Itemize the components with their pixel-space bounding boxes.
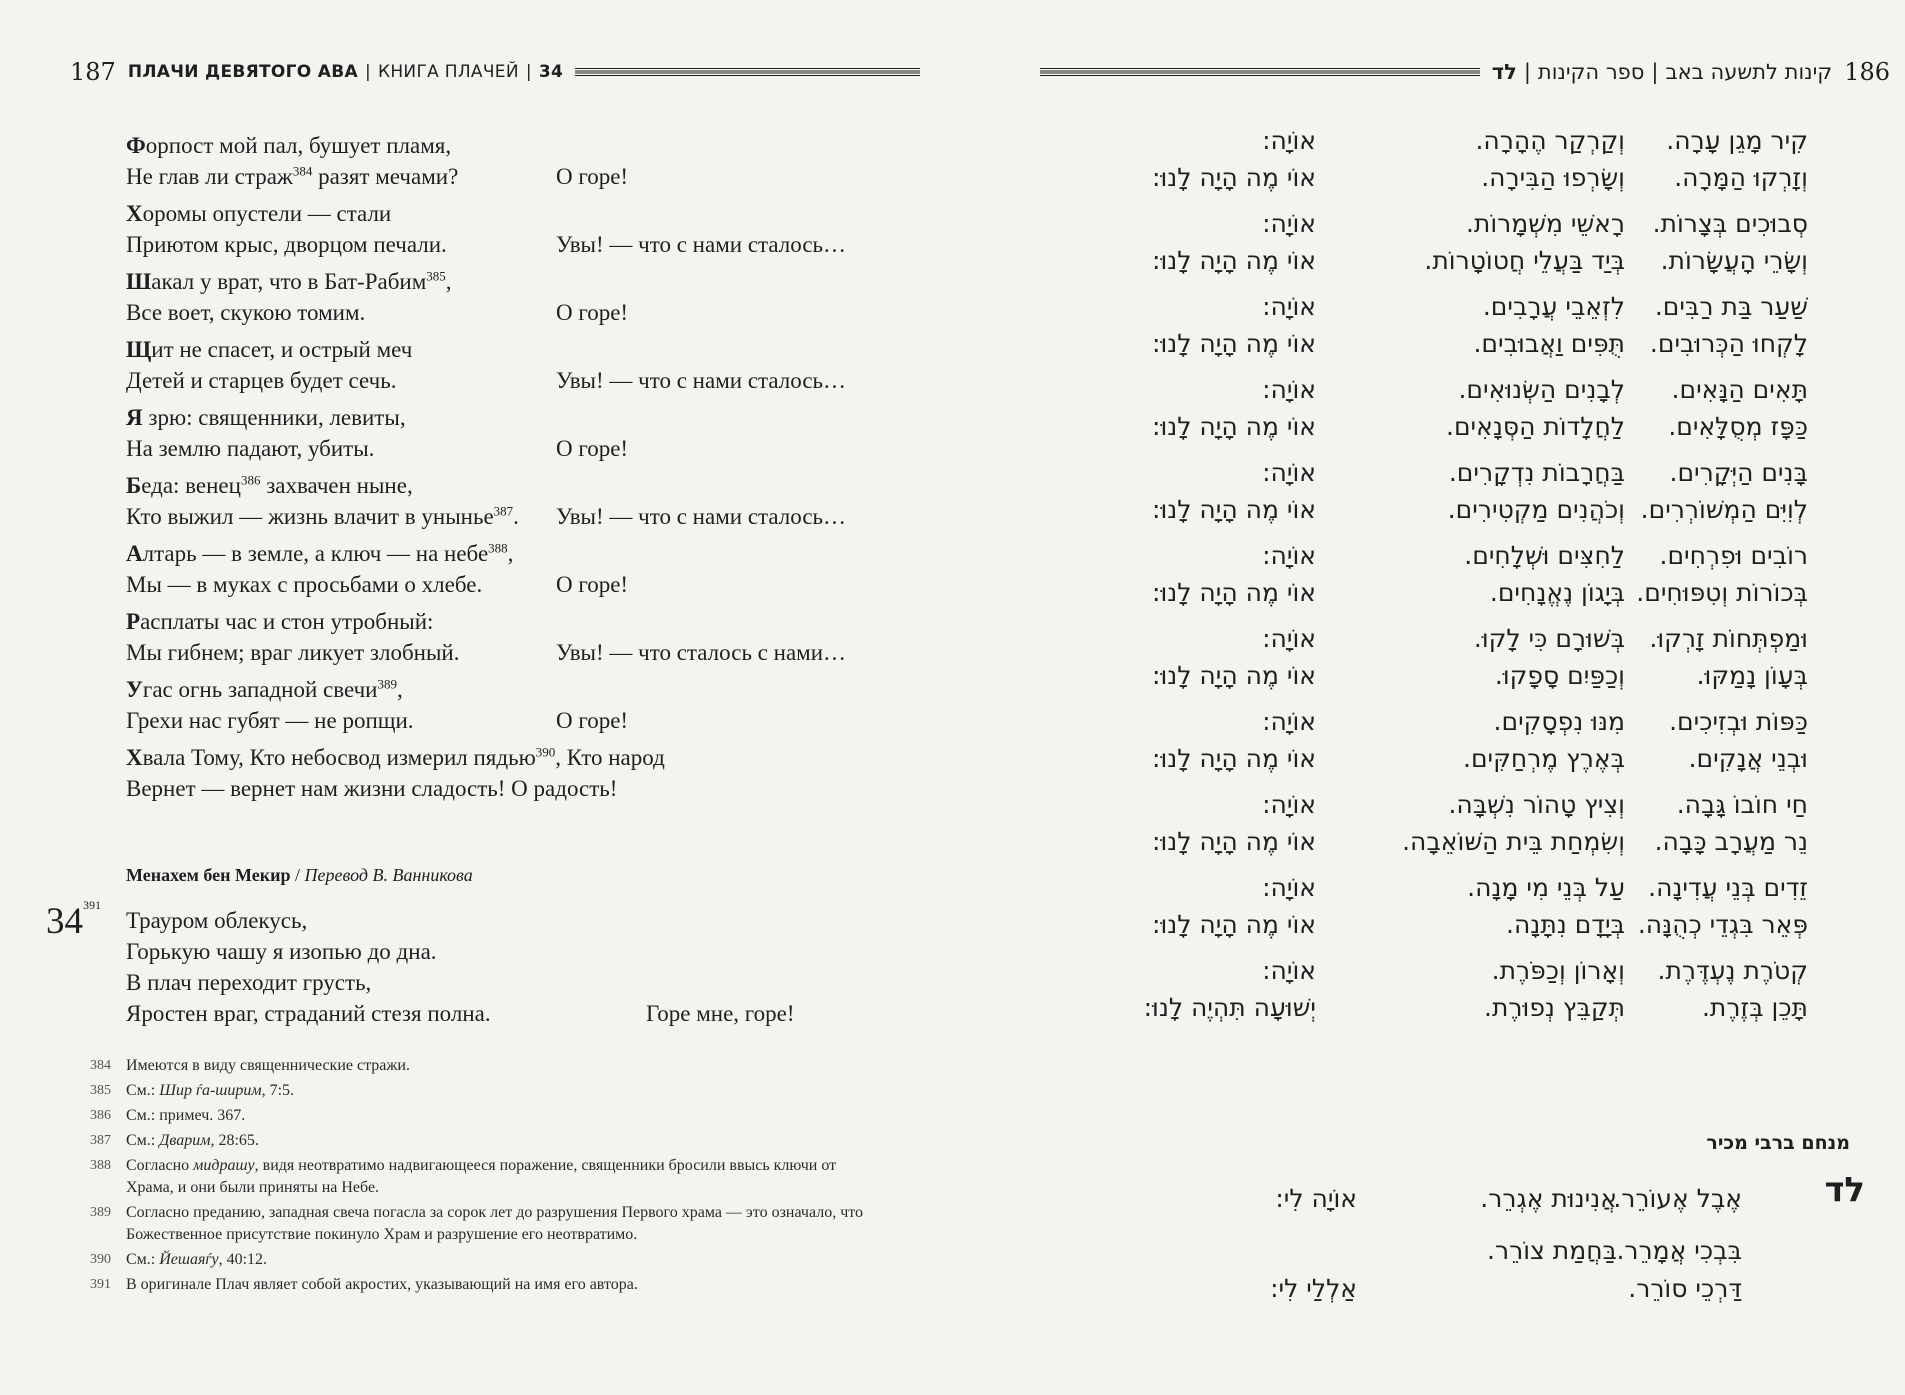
line-text: Детей и старцев будет сечь. xyxy=(126,368,397,393)
hebrew-refrain: אוֹי מֶה הָיָה לָנוּ: xyxy=(1152,910,1316,939)
line-text: Приютом крыс, дворцом печали. xyxy=(126,232,447,257)
line-text: Кто выжил — жизнь влачит в унынье xyxy=(126,504,494,529)
hebrew-poem xyxy=(1118,122,1808,1035)
poem-line xyxy=(126,967,846,998)
hebrew-refrain: אוֹיָה: xyxy=(1262,707,1316,736)
hemistich-a: לְוִיִּם הַמְשׁוֹרְרִים. xyxy=(1640,495,1808,524)
hemistich-b: תְּקַבֵּץ נְפוּרֶת. xyxy=(1484,993,1625,1022)
line-text-after: разят мечами? xyxy=(312,164,459,189)
line-text: На землю падают, убиты. xyxy=(126,436,375,461)
poem-line xyxy=(126,705,906,736)
hebrew-line xyxy=(1118,574,1808,611)
hemistich-b: וְקַרְקַר הֶהָרָה. xyxy=(1475,126,1625,155)
refrain: О горе! xyxy=(556,708,629,733)
hebrew-line xyxy=(1118,454,1808,491)
poem-line xyxy=(126,198,906,229)
hebrew-lament-number: לד xyxy=(1824,1170,1865,1210)
line-text: Грехи нас губят — не ропщи. xyxy=(126,708,414,733)
footnote-text xyxy=(126,1055,880,1077)
line-text: асплаты час и стон утробный: xyxy=(140,609,434,634)
hebrew-stanza xyxy=(1118,703,1808,777)
hebrew-line xyxy=(1118,740,1808,777)
hebrew-line xyxy=(1118,159,1808,196)
lament34-hebrew-poem xyxy=(1232,1180,1742,1308)
hemistich-b: לְבָנִים הַשְּׂנוּאִים. xyxy=(1458,375,1625,404)
hebrew-stanza xyxy=(1118,620,1808,694)
poem-line xyxy=(126,905,846,936)
hemistich-a: קִיר מָגֵן עָרָה. xyxy=(1666,126,1808,155)
hemistich-a: רוֹבִים וּפִרְחִים. xyxy=(1659,541,1808,570)
footnote-number: 390 xyxy=(90,1252,111,1267)
footnote-text xyxy=(126,1130,880,1152)
hebrew-line xyxy=(1118,122,1808,159)
poem-line xyxy=(126,161,906,192)
line-text-after: захвачен ныне, xyxy=(260,473,413,498)
footnote-text-italic: Дварим xyxy=(159,1132,211,1149)
hemistich-b: וְכֹהֲנִים מַקְטִירִים. xyxy=(1447,495,1625,524)
footnote-text xyxy=(126,1274,880,1296)
footnote-text-pre: См.: xyxy=(126,1082,160,1099)
footnote xyxy=(90,1130,880,1152)
refrain: О горе! xyxy=(556,572,629,597)
hemistich-b: לַחִצִּים וּשְׁלָחִים. xyxy=(1464,541,1625,570)
hemistich-b: וְכַפַּיִם סָפָקוּ. xyxy=(1494,661,1625,690)
hebrew-refrain: אוֹיָה לִי: xyxy=(1275,1184,1357,1213)
hebrew-line xyxy=(1118,657,1808,694)
russian-poem xyxy=(126,130,906,810)
hebrew-refrain: אוֹי מֶה הָיָה לָנוּ: xyxy=(1152,495,1316,524)
hemistich-b: תֻּפִּים וַאֲבוּבִים. xyxy=(1473,329,1625,358)
left-header-book: КНИГА ПЛАЧЕЙ xyxy=(377,62,519,82)
hebrew-line xyxy=(1118,537,1808,574)
refrain: Увы! — что с нами сталось… xyxy=(556,232,847,257)
right-header-lament-number: לד xyxy=(1491,60,1517,84)
initial-letter: У xyxy=(126,677,143,702)
line-text: Все воет, скукою томим. xyxy=(126,300,366,325)
poem-line xyxy=(126,433,906,464)
footnote-text xyxy=(126,1155,880,1199)
hemistich-a: חַי חוֹבוֹ גָּבָה. xyxy=(1676,790,1808,819)
line-text: еда: венец xyxy=(141,473,241,498)
line-text: вала Тому, Кто небосвод измерил пядью xyxy=(142,745,536,770)
hemistich-a: אֶבֶל אֶעוֹרֵר. xyxy=(1613,1184,1742,1213)
poem-line xyxy=(126,266,906,297)
hebrew-author: מנחם ברבי מכיר xyxy=(1706,1132,1850,1154)
hebrew-refrain: אוֹי מֶה הָיָה לָנוּ: xyxy=(1152,163,1316,192)
footnote-number: 388 xyxy=(90,1158,111,1173)
right-running-title: קינות לתשעה באב|ספר הקינות|לד xyxy=(1491,60,1833,84)
stanza xyxy=(126,198,906,260)
line-text: В плач переходит грусть, xyxy=(126,970,372,995)
hemistich-b: בְּאֶרֶץ מֶרְחַקִּים. xyxy=(1463,744,1625,773)
footnote-number: 386 xyxy=(90,1108,111,1123)
stanza xyxy=(126,674,906,736)
hebrew-stanza xyxy=(1118,288,1808,362)
poem-line xyxy=(126,538,906,569)
right-running-header xyxy=(1040,52,1890,92)
footnote-ref: 388 xyxy=(488,540,508,556)
hemistich-a: וּמַפְתְּחוֹת זָרְקוּ. xyxy=(1649,624,1808,653)
right-header-book: ספר הקינות xyxy=(1537,60,1645,84)
footnote-ref: 389 xyxy=(377,676,397,692)
line-text: Яростен враг, страданий стезя полна. xyxy=(126,1001,491,1026)
right-header-title: קינות לתשעה באב xyxy=(1665,60,1833,84)
hemistich-a: בִּבְכִי אֲמָרֵר. xyxy=(1616,1236,1742,1265)
poem-line xyxy=(126,773,906,804)
hemistich-a: שַׁעַר בַּת רַבִּים. xyxy=(1654,292,1808,321)
hemistich-b: וְאָרוֹן וְכַפֹּרֶת. xyxy=(1491,956,1625,985)
hebrew-refrain: אוֹיָה: xyxy=(1262,624,1316,653)
footnote-number: 385 xyxy=(90,1083,111,1098)
footnote-text xyxy=(126,1080,880,1102)
hemistich-a: וְשָׂרֵי הָעֲשָׂרוֹת. xyxy=(1660,246,1808,275)
poem-line xyxy=(126,130,906,161)
poem-line xyxy=(126,606,906,637)
hemistich-a: נֵר מַעֲרָב כָּבָה. xyxy=(1654,827,1808,856)
footnote xyxy=(90,1202,880,1246)
hemistich-a: לָקְחוּ הַכְּרוּבִים. xyxy=(1649,329,1808,358)
line-text: Вернет — вернет нам жизни сладость! О радость! xyxy=(126,776,618,801)
hemistich-b: אֲנִינוּת אֶגְרֵר. xyxy=(1480,1184,1617,1213)
hebrew-refrain: אוֹי מֶה הָיָה לָנוּ: xyxy=(1152,246,1316,275)
hebrew-line xyxy=(1118,989,1808,1026)
translator: Перевод В. Ванникова xyxy=(304,865,473,885)
hebrew-line xyxy=(1118,620,1808,657)
hemistich-a: קְטֹרֶת נֶעְדֶּרֶת. xyxy=(1657,956,1808,985)
hemistich-b: לַחֲלָדוֹת הַסְּנָאִים. xyxy=(1446,412,1625,441)
footnote-ref: 387 xyxy=(493,503,514,519)
refrain: О горе! xyxy=(556,300,629,325)
hebrew-refrain: אוֹיָה: xyxy=(1262,209,1316,238)
line-text: орпост мой пал, бушует пламя, xyxy=(145,133,452,158)
footnote-text xyxy=(126,1249,880,1271)
hebrew-stanza xyxy=(1118,122,1808,196)
hebrew-line xyxy=(1118,205,1808,242)
poem-line xyxy=(126,998,846,1029)
initial-letter: Х xyxy=(126,745,143,770)
line-text: Мы — в муках с просьбами о хлебе. xyxy=(126,572,483,597)
hebrew-refrain: אוֹי מֶה הָיָה לָנוּ: xyxy=(1152,827,1316,856)
hebrew-refrain: אוֹיָה: xyxy=(1262,458,1316,487)
line-text-after: , xyxy=(397,677,403,702)
header-rule xyxy=(1040,68,1480,77)
line-text: ит не спасет, и острый меч xyxy=(151,337,413,362)
footnote-text-post: , 7:5. xyxy=(261,1082,295,1099)
hebrew-line xyxy=(1118,823,1808,860)
footnote xyxy=(90,1080,880,1102)
hebrew-line xyxy=(1118,906,1808,943)
stanza xyxy=(126,538,906,600)
footnotes xyxy=(90,1055,880,1299)
initial-letter: Я xyxy=(126,405,143,430)
hebrew-stanza xyxy=(1118,869,1808,943)
hebrew-line xyxy=(1118,408,1808,445)
hebrew-refrain: אוֹי מֶה הָיָה לָנוּ: xyxy=(1152,661,1316,690)
poem-line xyxy=(126,229,906,260)
poem-line xyxy=(126,470,906,501)
footnote xyxy=(90,1274,880,1296)
hebrew-refrain: אַלְלַי לִי: xyxy=(1270,1274,1357,1303)
hebrew-line xyxy=(1118,491,1808,528)
footnote-ref: 384 xyxy=(292,163,313,179)
line-text: оромы опустели — стали xyxy=(142,201,392,226)
footnote xyxy=(90,1249,880,1271)
refrain: Увы! — что сталось с нами… xyxy=(556,640,847,665)
hebrew-refrain: אוֹיָה: xyxy=(1262,956,1316,985)
line-text-after: , Кто народ xyxy=(555,745,665,770)
footnote-number: 384 xyxy=(90,1058,111,1073)
poem-line xyxy=(126,297,906,328)
initial-letter: Ш xyxy=(126,269,152,294)
hemistich-b: מִנּוּ נִפְסָקִים. xyxy=(1493,707,1625,736)
footnote xyxy=(90,1105,880,1127)
line-text-after: , xyxy=(507,541,514,566)
hebrew-line xyxy=(1118,869,1808,906)
hebrew-refrain: אוֹי מֶה הָיָה לָנוּ: xyxy=(1152,329,1316,358)
hebrew-refrain: אוֹיָה: xyxy=(1262,790,1316,819)
stanza xyxy=(126,266,906,328)
footnote xyxy=(90,1055,880,1077)
hebrew-stanza xyxy=(1118,537,1808,611)
left-header-lament-number: 34 xyxy=(538,62,564,82)
hebrew-stanza xyxy=(1118,371,1808,445)
footnote-text-pre: Имеются в виду священнические стражи. xyxy=(126,1057,410,1074)
line-text-after: . xyxy=(513,504,519,529)
hebrew-line xyxy=(1232,1180,1742,1218)
poem-line xyxy=(126,936,846,967)
hebrew-stanza xyxy=(1118,952,1808,1026)
left-page-number: 187 xyxy=(70,58,116,86)
line-text: акал у врат, что в Бат-Рабим xyxy=(151,269,427,294)
line-text: Трауром облекусь, xyxy=(126,908,308,933)
hemistich-a: בְּעָוֹן נָמַקּוּ. xyxy=(1696,661,1808,690)
hebrew-refrain: אוֹי מֶה הָיָה לָנוּ: xyxy=(1152,578,1316,607)
footnote-text xyxy=(126,1202,880,1246)
hebrew-refrain: אוֹיָה: xyxy=(1262,873,1316,902)
refrain: О горе! xyxy=(556,436,629,461)
hemistich-b: בְּיַד בַּעֲלֵי חֲטוֹטָרוֹת. xyxy=(1424,246,1625,275)
author-line: Менахем бен Мекир / Перевод В. Ванникова xyxy=(126,865,473,885)
hebrew-line xyxy=(1118,703,1808,740)
footnote-ref: 385 xyxy=(426,268,446,284)
poem-line xyxy=(126,365,906,396)
hebrew-line xyxy=(1118,371,1808,408)
hebrew-line xyxy=(1232,1232,1742,1270)
lament34-russian-poem xyxy=(126,905,846,1029)
hemistich-b: בְּיָגוֹן נֶאֱנָחִים. xyxy=(1489,578,1625,607)
line-gap xyxy=(1232,1218,1742,1232)
hemistich-a: בָּנִים הַיְּקָרִים. xyxy=(1669,458,1808,487)
hebrew-line xyxy=(1118,952,1808,989)
hemistich-b: בַּחֲרָבוֹת נִדְקָרִים. xyxy=(1448,458,1625,487)
hebrew-refrain: אוֹי מֶה הָיָה לָנוּ: xyxy=(1152,412,1316,441)
hemistich-a: דַּרְכֵי סוֹרֵר. xyxy=(1628,1274,1742,1303)
hebrew-refrain: אוֹיָה: xyxy=(1262,126,1316,155)
footnote-ref: 390 xyxy=(535,744,556,760)
hemistich-b: וְשָׂרְפוּ הַבִּירָה. xyxy=(1481,163,1625,192)
stanza xyxy=(126,130,906,192)
poem-line xyxy=(126,674,906,705)
initial-letter: Щ xyxy=(126,337,152,362)
line-text: гас огнь западной свечи xyxy=(142,677,378,702)
right-page-number: 186 xyxy=(1844,58,1890,86)
refrain: О горе! xyxy=(556,164,629,189)
hemistich-a: בְּכוֹרוֹת וְטִפּוּחִים. xyxy=(1636,578,1808,607)
author-name: Менахем бен Мекир xyxy=(126,865,291,885)
hebrew-stanza xyxy=(1118,786,1808,860)
hemistich-a: פְּאֵר בִּגְדֵי כְהֻנָּה. xyxy=(1637,910,1808,939)
refrain: Горе мне, горе! xyxy=(646,1001,795,1026)
footnote-text-post: , 28:65. xyxy=(210,1132,259,1149)
hebrew-line xyxy=(1232,1270,1742,1308)
left-running-title: ПЛАЧИ ДЕВЯТОГО АВА | КНИГА ПЛАЧЕЙ | 34 xyxy=(127,62,564,82)
line-text: Не глав ли страж xyxy=(126,164,293,189)
poem-line xyxy=(126,742,906,773)
poem-line xyxy=(126,501,906,532)
footnote-number: 387 xyxy=(90,1133,111,1148)
hebrew-line xyxy=(1118,786,1808,823)
hebrew-refrain: אוֹי מֶה הָיָה לָנוּ: xyxy=(1152,744,1316,773)
footnote-text-pre: См.: xyxy=(126,1251,160,1268)
refrain: Увы! — что с нами сталось… xyxy=(556,368,847,393)
poem-line xyxy=(126,569,906,600)
footnote-text-post: , видя неотвратимо надвигающееся поражение, священники бросили ввысь ключи от Храма, и они были приняты на Небе. xyxy=(126,1157,837,1196)
line-text: Мы гибнем; враг ликует злобный. xyxy=(126,640,460,665)
hemistich-b: בַּחֲמַת צוֹרֵר. xyxy=(1487,1236,1617,1265)
line-text: зрю: священники, левиты, xyxy=(142,405,406,430)
initial-letter: Х xyxy=(126,201,143,226)
hemistich-a: זֵדִים בְּנֵי עֲדִינָה. xyxy=(1648,873,1808,902)
hebrew-line xyxy=(1118,288,1808,325)
poem-line xyxy=(126,402,906,433)
initial-letter: Р xyxy=(126,609,141,634)
stanza xyxy=(126,742,906,804)
lament-number-value: 34 xyxy=(46,901,83,942)
lament-number-footnote-ref: 391 xyxy=(83,898,101,912)
left-header-title: ПЛАЧИ ДЕВЯТОГО АВА xyxy=(127,62,358,82)
lament-number xyxy=(46,900,101,943)
hebrew-refrain: יְשׁוּעָה תִּהְיֶה לָנוּ: xyxy=(1143,993,1316,1022)
line-text-after: , xyxy=(445,269,452,294)
footnote-text-italic: Йешаяѓу xyxy=(159,1251,219,1268)
footnote-text-italic: мидрашу xyxy=(193,1157,255,1174)
footnote-text-post: , 40:12. xyxy=(218,1251,268,1268)
line-text: лтарь — в земле, а ключ — на небе xyxy=(142,541,489,566)
hemistich-a: וְזָרְקוּ הַמָּרָה. xyxy=(1674,163,1808,192)
footnote xyxy=(90,1155,880,1199)
initial-letter: А xyxy=(126,541,143,566)
initial-letter: Ф xyxy=(126,133,146,158)
footnote-text-pre: См.: примеч. 367. xyxy=(126,1107,246,1124)
hemistich-b: לִזְאֵבֵי עֲרָבִים. xyxy=(1482,292,1625,321)
header-rule xyxy=(575,68,920,77)
hemistich-b: רָאשֵׁי מִשְׁמָרוֹת. xyxy=(1465,209,1625,238)
hemistich-b: בְּשׁוּרָם כִּי לָקוּ. xyxy=(1473,624,1625,653)
hebrew-stanza xyxy=(1118,205,1808,279)
stanza xyxy=(126,470,906,532)
hebrew-line xyxy=(1118,325,1808,362)
footnote-ref: 386 xyxy=(240,472,261,488)
stanza xyxy=(126,606,906,668)
footnote-text-pre: Согласно преданию, западная свеча погасла за сорок лет до разрушения Первого храма — это означало, что Божественное присутствие покинуло Храм и разрушение его неотвратимо. xyxy=(126,1204,864,1243)
footnote-text xyxy=(126,1105,880,1127)
hebrew-line xyxy=(1118,242,1808,279)
footnote-text-pre: Согласно xyxy=(126,1157,194,1174)
stanza xyxy=(126,334,906,396)
hemistich-b: בְּיָדָם נִתָּנָה. xyxy=(1506,910,1625,939)
footnote-number: 391 xyxy=(90,1277,111,1292)
hebrew-refrain: אוֹיָה: xyxy=(1262,375,1316,404)
footnote-text-italic: Шир ѓа-ширим xyxy=(159,1082,262,1099)
hemistich-a: סְבוּכִים בְּצָרוֹת. xyxy=(1652,209,1808,238)
hemistich-a: תָּאִים הַנָּאִים. xyxy=(1671,375,1808,404)
hebrew-stanza xyxy=(1118,454,1808,528)
stanza xyxy=(126,402,906,464)
footnote-text-pre: В оригинале Плач являет собой акростих, указывающий на имя его автора. xyxy=(126,1276,638,1293)
footnote-text-pre: См.: xyxy=(126,1132,160,1149)
footnote-number: 389 xyxy=(90,1205,111,1220)
hemistich-b: וְצִיץ טָהוֹר נִשְׁבָּה. xyxy=(1448,790,1625,819)
hemistich-a: כַּפּוֹת וּבְזִיכִים. xyxy=(1669,707,1808,736)
hebrew-refrain: אוֹיָה: xyxy=(1262,292,1316,321)
hemistich-a: תָּכֵן בְּזֶרֶת. xyxy=(1701,993,1808,1022)
hemistich-b: עַל בְּנֵי מִי מָנָה. xyxy=(1467,873,1625,902)
poem-line xyxy=(126,334,906,365)
left-running-header xyxy=(70,52,920,92)
refrain: Увы! — что с нами сталось… xyxy=(556,504,847,529)
hebrew-refrain: אוֹיָה: xyxy=(1262,541,1316,570)
poem-line xyxy=(126,637,906,668)
hemistich-b: וְשִׂמְחַת בֵּית הַשּׁוֹאֵבָה. xyxy=(1402,827,1625,856)
hemistich-a: וּבְנֵי אֲנָקִים. xyxy=(1688,744,1808,773)
hemistich-a: כַּפָּז מְסֻלָּאִים. xyxy=(1668,412,1808,441)
initial-letter: Б xyxy=(126,473,142,498)
line-text: Горькую чашу я изопью до дна. xyxy=(126,939,437,964)
